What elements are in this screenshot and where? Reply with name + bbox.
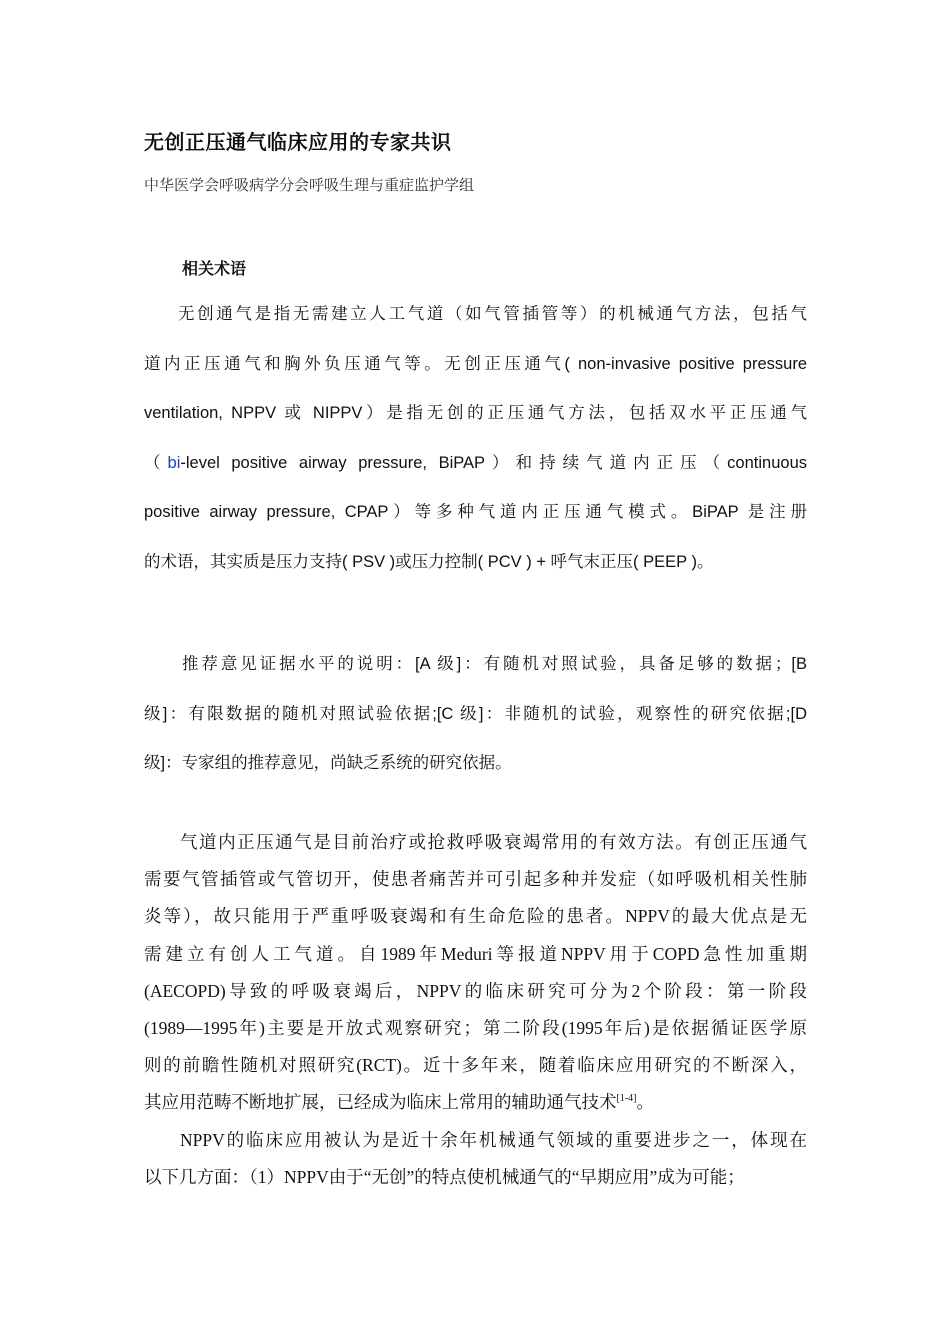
highlighted-term: bi: [167, 453, 181, 472]
paragraph-line: 道内正压通气和胸外负压通气等。无创正压通气( non-invasive positive pressure: [144, 354, 807, 373]
document-subtitle: 中华医学会呼吸病学分会呼吸生理与重症监护学组: [144, 176, 475, 194]
text-fragment: 其应用范畴不断地扩展，已经成为临床上常用的辅助通气技术: [144, 1092, 617, 1113]
paragraph-line: 需要气管插管或气管切开，使患者痛苦并可引起多种并发症（如呼吸机相关性肺: [144, 869, 807, 890]
paragraph-line: 炎等），故只能用于严重呼吸衰竭和有生命危险的患者。NPPV的最大优点是无: [144, 906, 807, 927]
paragraph-line: positive airway pressure, CPAP）等多种气道内正压通气模式。BiPAP 是注册: [144, 503, 807, 521]
terminology-paragraph: [144, 290, 807, 587]
text-fragment: 。: [636, 1092, 654, 1113]
paragraph-line: (1989—1995年)主要是开放式观察研究；第二阶段(1995年后)是依据循证医学原: [144, 1017, 807, 1038]
reference-citation: [1-4]: [616, 1093, 637, 1105]
paragraph-line: 无创通气是指无需建立人工气道（如气管插管等）的机械通气方法，包括气: [178, 305, 807, 323]
paragraph-line: ventilation, NPPV 或 NIPPV）是指无创的正压通气方法，包括双水平正压通气: [144, 404, 807, 422]
document-title: 无创正压通气临床应用的专家共识: [144, 130, 452, 154]
paragraph-line: NPPV的临床应用被认为是近十余年机械通气领域的重要进步之一，体现在: [180, 1130, 807, 1150]
paragraph-line: [144, 1084, 807, 1121]
section-heading: 相关术语: [182, 259, 247, 278]
text-fragment: -level positive airway pressure, BiPAP）和持续气道内正压（continuous: [180, 453, 807, 472]
body-paragraph: [144, 824, 807, 1122]
paragraph-line: 以下几方面：（1）NPPV由于“无创”的特点使机械通气的“早期应用”成为可能；: [144, 1167, 745, 1188]
paragraph-line: [144, 439, 807, 489]
paragraph-line: 则的前瞻性随机对照研究(RCT)。近十多年来，随着临床应用研究的不断深入，: [144, 1055, 807, 1076]
paragraph-line: (AECOPD)导致的呼吸衰竭后，NPPV的临床研究可分为2个阶段：第一阶段: [144, 980, 807, 1001]
paragraph-line: 需建立有创人工气道。自1989年Meduri等报道NPPV用于COPD急性加重期: [144, 943, 807, 964]
paragraph-line: 的术语，其实质是压力支持( PSV )或压力控制( PCV ) + 呼气末正压( PEEP )。: [144, 552, 714, 571]
paragraph-line: 气道内正压通气是目前治疗或抢救呼吸衰竭常用的有效方法。有创正压通气: [180, 832, 807, 852]
evidence-level-paragraph: [144, 640, 807, 789]
paragraph-line: 级]：有限数据的随机对照试验依据;[C 级]：非随机的试验，观察性的研究依据;[D: [144, 704, 807, 723]
text-fragment: （: [144, 453, 168, 472]
paragraph-line: 级]：专家组的推荐意见，尚缺乏系统的研究依据。: [144, 754, 512, 772]
paragraph-line: 推荐意见证据水平的说明：[A 级]：有随机对照试验，具备足够的数据；[B: [182, 655, 807, 673]
body-paragraph: [144, 1122, 807, 1196]
